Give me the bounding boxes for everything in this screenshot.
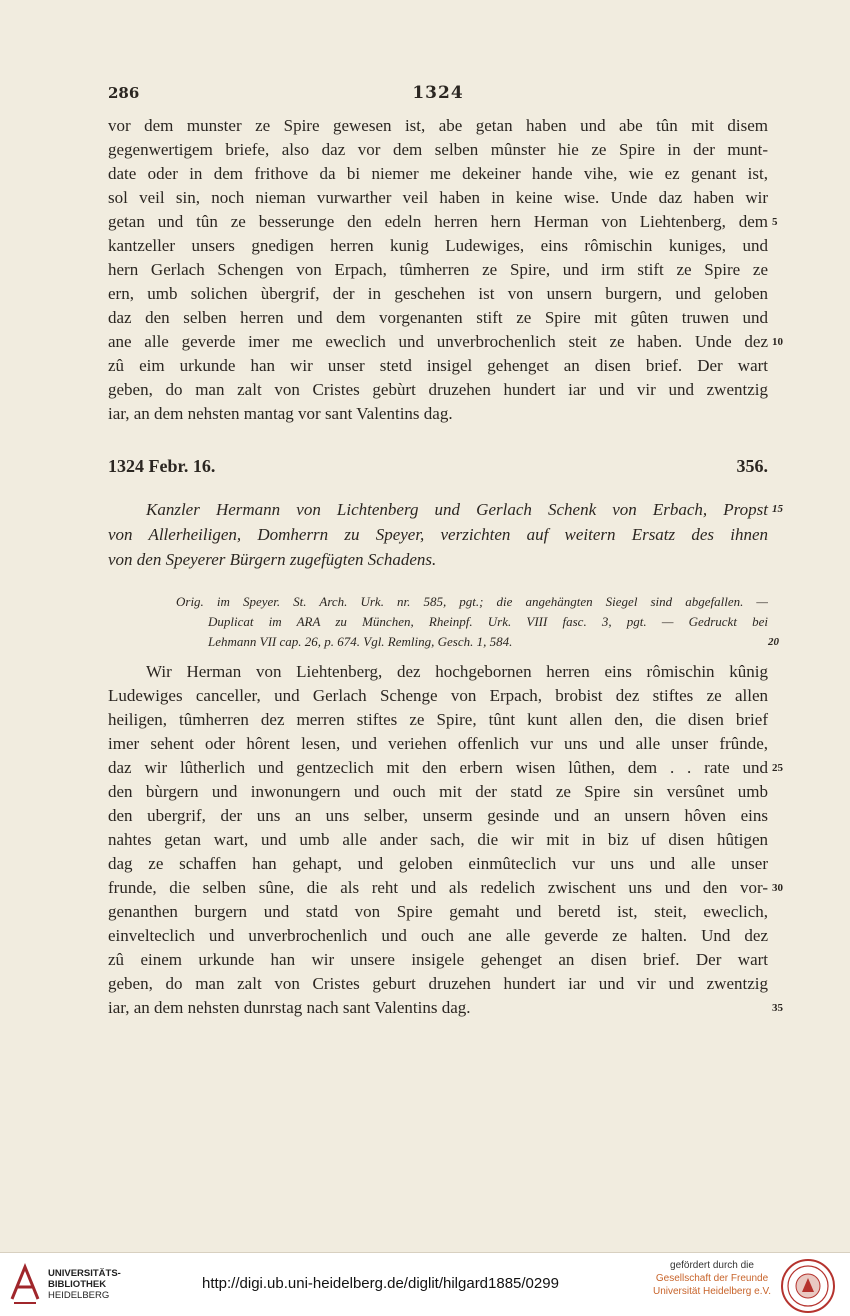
text-line [108, 804, 768, 828]
line-text: hern Gerlach Schengen von Erpach, tûmherren ze Spire, und irm stift ze Spire ze [108, 260, 768, 279]
text-line [108, 756, 783, 780]
line-number: 30 [772, 882, 783, 894]
text-line [108, 780, 768, 804]
line-number: 20 [768, 636, 779, 648]
note-line [176, 632, 779, 652]
regest-line [108, 497, 783, 522]
line-text: iar, an dem nehsten mantag vor sant Valentins dag. [108, 404, 453, 423]
line-text: Orig. im Speyer. St. Arch. Urk. nr. 585, pgt.; die angehängten Siegel sind abgefallen. — [176, 594, 768, 609]
line-number: 35 [772, 1002, 783, 1014]
line-text: frunde, die selben sûne, die als reht und als redelich zwischent uns und den vor- [108, 878, 768, 897]
text-line [108, 732, 768, 756]
line-text: getan und tûn ze besserunge den edeln herren hern Herman von Liehtenberg, dem [108, 212, 768, 231]
line-text: kantzeller unsers gnedigen herren kunig Ludewiges, eins rômischin kuniges, und [108, 236, 768, 255]
line-text: zû einem urkunde han wir unsere insigele gehenget an disen brief. Der wart [108, 950, 768, 969]
line-text: nahtes getan wart, und umb alle ander sach, die wir mit in biz uf disen hûtigen [108, 830, 768, 849]
line-text: ern, umb solichen ùbergrif, der in geschehen ist von unsern burgern, und geloben [108, 284, 768, 303]
line-text: den bùrgern und inwonungern und ouch mit der statd ze Spire sin versûnet umb [108, 782, 768, 801]
document-date: 1324 Febr. 16. [108, 456, 216, 476]
text-line [108, 258, 768, 282]
permalink-url[interactable]: http://digi.ub.uni-heidelberg.de/diglit/hilgard1885/0299 [202, 1275, 559, 1292]
text-line [108, 210, 778, 234]
line-text: heiligen, tûmherren dez merren stiftes ze Spire, tûnt kunt allen den, die disen brief [108, 710, 768, 729]
text-line [108, 186, 768, 210]
text-line [108, 924, 768, 948]
line-text: iar, an dem nehsten dunrstag nach sant Valentins dag. [108, 998, 471, 1017]
line-number: 25 [772, 762, 783, 774]
line-text: Duplicat im ARA zu München, Rheinpf. Urk. VIII fasc. 3, pgt. — Gedruckt bei [208, 614, 768, 629]
text-line [108, 900, 768, 924]
line-text: daz wir lûtherlich und gentzeclich mit den erbern wisen lûthen, dem . . rate und [108, 758, 768, 777]
line-text: Lehmann VII cap. 26, p. 674. Vgl. Remling, Gesch. 1, 584. [208, 634, 513, 649]
line-text: genanthen burgern und statd von Spire gemaht und beretd ist, steit, eweclich, [108, 902, 768, 921]
page-header [108, 84, 768, 106]
line-number: 5 [772, 216, 778, 228]
line-text: imer sehent oder hôrent lesen, und veriehen offenlich vur uns und alle unser frûnde, [108, 734, 768, 753]
line-text: zû eim urkunde han wir unser stetd insigel gehenget an disen brief. Der wart [108, 356, 768, 375]
line-text: von den Speyerer Bürgern zugefügten Schadens. [108, 550, 437, 569]
text-line [108, 828, 768, 852]
text-line [108, 660, 768, 684]
line-text: dag ze schaffen han gehapt, und geloben einmûteclich vur uns und alle unser [108, 854, 768, 873]
line-text: geben, do man zalt von Cristes gebùrt druzehen hundert iar und vir und zwentzig [108, 380, 768, 399]
text-line [108, 402, 768, 426]
page-number: 286 [108, 84, 140, 102]
text-line [108, 330, 783, 354]
line-text: geben, do man zalt von Cristes geburt druzehen hundert iar und vir und zwentzig [108, 974, 768, 993]
text-line [108, 708, 768, 732]
text-line [108, 234, 768, 258]
text-line [108, 684, 768, 708]
text-line [108, 138, 768, 162]
line-text: von Allerheiligen, Domherrn zu Speyer, verzichten auf weitern Ersatz des ihnen [108, 525, 768, 544]
line-text: einvelteclich und unverbrochenlich und ouch ane alle geverde ze halten. Und dez [108, 926, 768, 945]
line-text: Wir Herman von Liehtenberg, dez hochgebornen herren eins rômischin kûnig [146, 662, 768, 681]
line-text: gegenwertigem briefe, also daz vor dem selben mûnster hie ze Spire in der munt- [108, 140, 768, 159]
regest-summary [108, 497, 783, 572]
text-line [108, 114, 768, 138]
text-line [108, 996, 783, 1020]
running-year: 1324 [412, 83, 464, 103]
viewer-footer [0, 1252, 850, 1316]
text-line [108, 948, 768, 972]
document-number: 356. [736, 456, 768, 476]
text-line [108, 354, 768, 378]
line-text: Ludewiges canceller, und Gerlach Schenge von Erpach, brobist dez stiftes ze allen [108, 686, 768, 705]
text-line [108, 282, 768, 306]
text-line [108, 972, 768, 996]
line-text: date oder in dem frithove da bi niemer me dekeiner hande vihe, wie ez genant ist, [108, 164, 768, 183]
library-name: UNIVERSITÄTS- BIBLIOTHEK HEIDELBERG [48, 1268, 121, 1301]
text-line [108, 876, 783, 900]
text-line [108, 378, 768, 402]
line-text: Kanzler Hermann von Lichtenberg und Gerlach Schenk von Erbach, Propst [146, 500, 768, 519]
line-text: daz den selben herren und dem vorgenanten stift ze Spire mit gûten truwen und [108, 308, 768, 327]
note-line [176, 592, 768, 612]
note-line [176, 612, 768, 632]
sponsor-note: gefördert durch die Gesellschaft der Freunde Universität Heidelberg e.V. [652, 1260, 772, 1297]
document-heading [108, 456, 768, 482]
university-library-logo-icon [8, 1261, 42, 1307]
line-text: den ubergrif, der uns an uns selber, unserm gesinde und an unsern hôven eins [108, 806, 768, 825]
line-text: vor dem munster ze Spire gewesen ist, abe getan haben und abe tûn mit disem [108, 116, 768, 135]
line-text: sol veil sin, noch nieman vurwarther veil haben in keine wise. Unde daz haben wir [108, 188, 768, 207]
line-number: 15 [772, 503, 783, 515]
regest-line [108, 522, 768, 547]
text-line [108, 162, 768, 186]
university-seal-icon [780, 1258, 836, 1314]
source-note [176, 592, 779, 652]
text-line [108, 852, 768, 876]
text-line [108, 306, 768, 330]
charter-356-text [108, 660, 783, 1020]
regest-line [108, 547, 768, 572]
charter-355-text [108, 114, 783, 426]
line-text: ane alle geverde imer me eweclich und unverbrochenlich steit ze haben. Unde dez [108, 332, 768, 351]
line-number: 10 [772, 336, 783, 348]
